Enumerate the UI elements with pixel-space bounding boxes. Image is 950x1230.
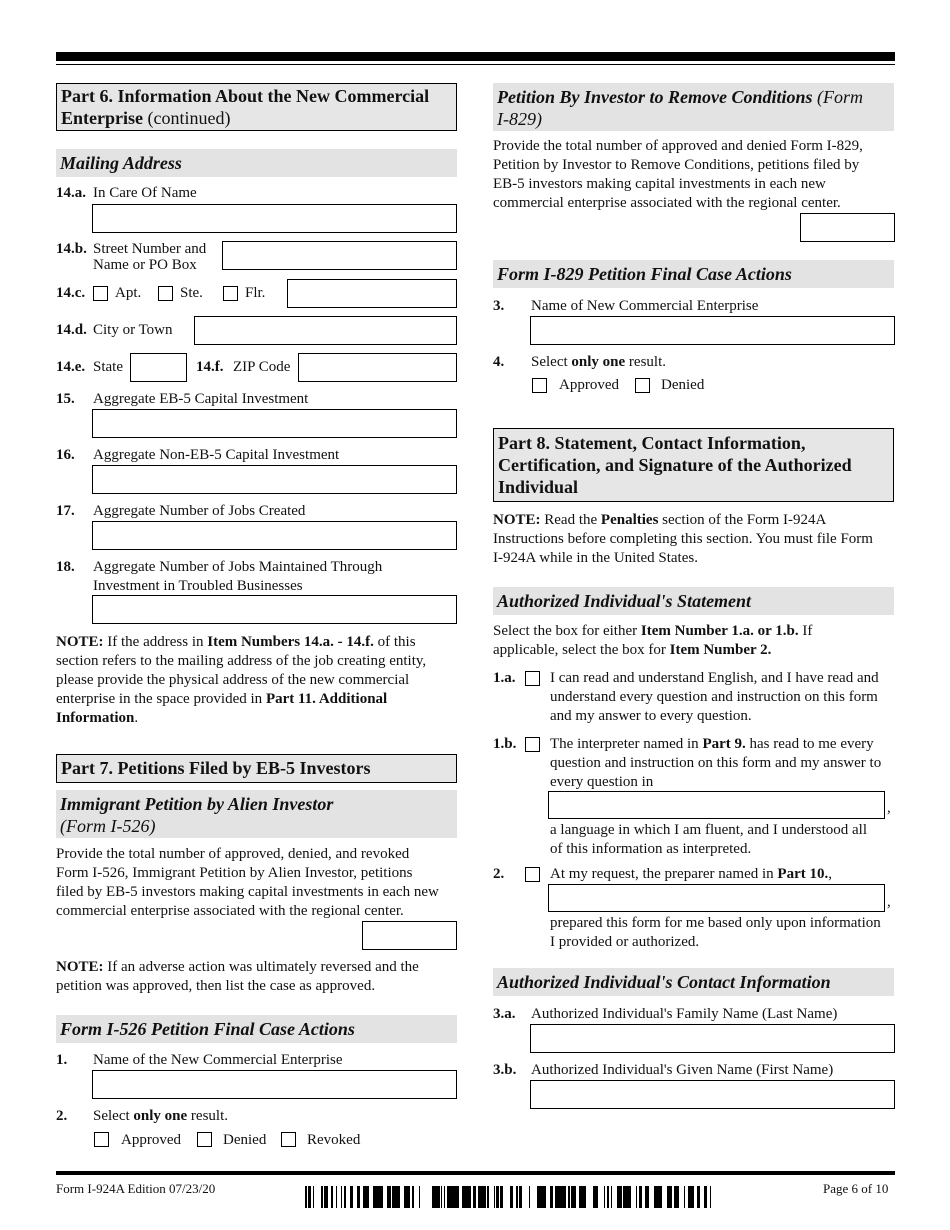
part6-continued: (continued) — [147, 108, 231, 128]
item-15-number: 15. — [56, 391, 75, 407]
statement-text: The interpreter named in — [550, 736, 703, 752]
paragraph-text: applicable, select the box for — [493, 642, 670, 658]
jobs-created-field[interactable] — [92, 521, 457, 550]
note-penalties — [493, 511, 898, 568]
part8-title: Part 8. Statement, Contact Information, — [498, 433, 806, 453]
paragraph-line: Petition by Investor to Remove Conditions, petitions filed by — [493, 157, 860, 173]
note-line: Instructions before completing this section. You must file Form — [493, 531, 873, 547]
item-4-number: 4. — [493, 354, 505, 370]
note-text: If the address in — [103, 634, 208, 650]
mailing-address-header — [56, 149, 457, 177]
i526-approved-checkbox[interactable] — [94, 1132, 109, 1147]
item-14d-number: 14.d. — [56, 322, 87, 338]
i526-denied-checkbox[interactable] — [197, 1132, 212, 1147]
eb5-capital-investment-field[interactable] — [92, 409, 457, 438]
paragraph-line: Provide the total number of approved, denied, and revoked — [56, 846, 410, 862]
in-care-of-name-field[interactable] — [92, 204, 457, 233]
given-name-field[interactable] — [530, 1080, 895, 1109]
item-3b-label: Authorized Individual's Given Name (First Name) — [531, 1062, 834, 1078]
item-14c-number: 14.c. — [56, 285, 86, 301]
item-1b-text-cont — [550, 821, 898, 859]
paragraph-line: Provide the total number of approved and denied Form I-829, — [493, 138, 863, 154]
english-statement-checkbox[interactable] — [525, 671, 540, 686]
item-2-label — [93, 1107, 228, 1126]
item-2-right-number: 2. — [493, 866, 505, 882]
preparer-statement-checkbox[interactable] — [525, 867, 540, 882]
i526-enterprise-name-field[interactable] — [92, 1070, 457, 1099]
item-17-label: Aggregate Number of Jobs Created — [93, 503, 306, 519]
denied-label: Denied — [223, 1132, 267, 1148]
item-1a-text — [550, 669, 898, 726]
denied-label: Denied — [661, 377, 705, 393]
note-line: enterprise in the space provided in — [56, 691, 266, 707]
unit-number-field[interactable] — [287, 279, 457, 308]
family-name-field[interactable] — [530, 1024, 895, 1053]
statement-text: , — [828, 866, 832, 882]
note-line: please provide the physical address of the new commercial — [56, 672, 410, 688]
statement-bold: Part 10. — [777, 866, 829, 882]
i829-title-form: (Form — [812, 87, 864, 107]
item-14f-label: ZIP Code — [233, 359, 291, 375]
jobs-maintained-field[interactable] — [92, 595, 457, 624]
paragraph-text: If — [798, 623, 813, 639]
item-17-number: 17. — [56, 503, 75, 519]
note-address — [56, 633, 458, 728]
paragraph-line: commercial enterprise associated with the regional center. — [56, 903, 404, 919]
apt-label: Apt. — [115, 285, 142, 301]
item-2-right-text-cont — [550, 914, 898, 952]
city-or-town-field[interactable] — [194, 316, 457, 345]
preparer-name-field[interactable] — [548, 884, 885, 912]
part6-header — [56, 83, 457, 131]
item-1b-text — [550, 735, 898, 792]
item-1-number: 1. — [56, 1052, 68, 1068]
ste-label: Ste. — [180, 285, 203, 301]
item-1b-number: 1.b. — [493, 736, 517, 752]
item-14a-label: In Care Of Name — [93, 185, 197, 201]
i829-final-header — [493, 260, 894, 288]
top-rule — [56, 52, 895, 61]
comma: , — [887, 800, 891, 816]
paragraph-text: Select the box for either — [493, 623, 641, 639]
paragraph-line: Form I-526, Immigrant Petition by Alien Investor, petitions — [56, 865, 413, 881]
item-14e-label: State — [93, 359, 123, 375]
item-4-label — [531, 353, 666, 372]
item-18-label-2: Investment in Troubled Businesses — [93, 578, 303, 594]
form-edition: Form I-924A Edition 07/23/20 — [56, 1181, 216, 1196]
i829-header — [493, 83, 894, 131]
note-bold: Part 11. Additional — [265, 691, 388, 707]
i526-instructions — [56, 845, 458, 921]
comma: , — [887, 894, 891, 910]
part7-title: Part 7. Petitions Filed by EB-5 Investors — [61, 758, 371, 778]
note-bold: Information — [56, 710, 135, 726]
note-text: If an adverse action was ultimately reversed and the — [103, 959, 419, 975]
statement-title: Authorized Individual's Statement — [497, 591, 752, 611]
item-3-label: Name of New Commercial Enterprise — [531, 298, 759, 314]
part8-header — [493, 428, 894, 502]
item-2-text: result. — [187, 1108, 228, 1124]
approved-label: Approved — [121, 1132, 181, 1148]
item-3b-number: 3.b. — [493, 1062, 517, 1078]
paragraph-line: commercial enterprise associated with the regional center. — [493, 195, 841, 211]
statement-instructions — [493, 622, 898, 660]
ste-checkbox[interactable] — [158, 286, 173, 301]
statement-bold: Part 9. — [702, 736, 746, 752]
statement-line: I can read and understand English, and I have read and — [550, 670, 879, 686]
note-label: NOTE: — [493, 512, 541, 528]
note-text: of this — [373, 634, 416, 650]
part8-title: Certification, and Signature of the Authorized — [498, 455, 852, 475]
item-2-right-text — [550, 865, 898, 884]
bottom-rule — [56, 1171, 895, 1175]
i526-revoked-checkbox[interactable] — [281, 1132, 296, 1147]
item-14a-number: 14.a. — [56, 185, 86, 201]
paragraph-line: EB-5 investors making capital investments in each new — [493, 176, 826, 192]
i526-final-title: Form I-526 Petition Final Case Actions — [60, 1019, 355, 1039]
note-line: I-924A while in the United States. — [493, 550, 698, 566]
i526-subtitle: (Form I-526) — [60, 816, 156, 836]
i829-title-form-number: I-829) — [497, 109, 542, 129]
paragraph-line: filed by EB-5 investors making capital investments in each new — [56, 884, 439, 900]
item-14d-label: City or Town — [93, 322, 173, 338]
statement-line: question and instruction on this form and my answer to — [550, 755, 882, 771]
note-text: Read the — [540, 512, 601, 528]
item-3a-label: Authorized Individual's Family Name (Last Name) — [531, 1006, 838, 1022]
i829-final-title: Form I-829 Petition Final Case Actions — [497, 264, 792, 284]
barcode-image — [305, 1186, 711, 1208]
item-2-number: 2. — [56, 1108, 68, 1124]
i829-count-field[interactable] — [800, 213, 895, 242]
item-16-label: Aggregate Non-EB-5 Capital Investment — [93, 447, 340, 463]
interpreter-statement-checkbox[interactable] — [525, 737, 540, 752]
statement-line: every question in — [550, 774, 654, 790]
i526-header — [56, 790, 457, 838]
part6-title: Part 6. Information About the New Commercial Enterprise — [61, 86, 430, 128]
statement-text: At my request, the preparer named in — [550, 866, 778, 882]
statement-line: I provided or authorized. — [550, 934, 700, 950]
note-text: section of the Form I-924A — [658, 512, 827, 528]
mailing-address-title: Mailing Address — [60, 153, 182, 173]
statement-header — [493, 587, 894, 615]
i829-denied-checkbox[interactable] — [635, 378, 650, 393]
interpreter-language-field[interactable] — [548, 791, 885, 819]
i526-final-header — [56, 1015, 457, 1043]
note-label: NOTE: — [56, 959, 104, 975]
i829-enterprise-name-field[interactable] — [530, 316, 895, 345]
i829-approved-checkbox[interactable] — [532, 378, 547, 393]
item-3-number: 3. — [493, 298, 505, 314]
item-3a-number: 3.a. — [493, 1006, 516, 1022]
item-1a-number: 1.a. — [493, 670, 516, 686]
item-4-text: Select — [531, 354, 572, 370]
item-15-label: Aggregate EB-5 Capital Investment — [93, 391, 309, 407]
apt-checkbox[interactable] — [93, 286, 108, 301]
statement-line: a language in which I am fluent, and I understood all — [550, 822, 867, 838]
item-14e-number: 14.e. — [56, 359, 86, 375]
statement-line: and my answer to every question. — [550, 708, 752, 724]
item-16-number: 16. — [56, 447, 75, 463]
flr-label: Flr. — [245, 285, 266, 301]
paragraph-bold: Item Number 2. — [669, 642, 772, 658]
item-2-bold: only one — [133, 1108, 188, 1124]
i526-title: Immigrant Petition by Alien Investor — [60, 794, 334, 814]
statement-text: has read to me every — [745, 736, 874, 752]
item-4-text: result. — [625, 354, 666, 370]
note-text: . — [134, 710, 139, 726]
revoked-label: Revoked — [307, 1132, 361, 1148]
item-14b-number: 14.b. — [56, 241, 87, 257]
note-line: section refers to the mailing address of the job creating entity, — [56, 653, 427, 669]
statement-line: understand every question and instruction on this form — [550, 689, 878, 705]
i829-title: Petition By Investor to Remove Conditions — [497, 87, 813, 107]
statement-line: of this information as interpreted. — [550, 841, 752, 857]
item-18-number: 18. — [56, 559, 75, 575]
item-14f-number: 14.f. — [196, 359, 224, 375]
note-bold: Penalties — [600, 512, 659, 528]
top-thin-rule — [56, 64, 895, 65]
part7-header — [56, 754, 457, 783]
contact-title: Authorized Individual's Contact Information — [497, 972, 831, 992]
approved-label: Approved — [559, 377, 619, 393]
non-eb5-capital-investment-field[interactable] — [92, 465, 457, 494]
contact-header — [493, 968, 894, 996]
note-line: petition was approved, then list the case as approved. — [56, 978, 376, 994]
paragraph-bold: Item Number 1.a. or 1.b. — [640, 623, 799, 639]
i829-instructions — [493, 137, 898, 213]
state-field[interactable] — [130, 353, 187, 382]
i526-count-field[interactable] — [362, 921, 457, 950]
statement-line: prepared this form for me based only upon information — [550, 915, 881, 931]
item-1-label: Name of the New Commercial Enterprise — [93, 1052, 343, 1068]
zip-code-field[interactable] — [298, 353, 457, 382]
note-label: NOTE: — [56, 634, 104, 650]
street-number-field[interactable] — [222, 241, 457, 270]
item-2-text: Select — [93, 1108, 134, 1124]
flr-checkbox[interactable] — [223, 286, 238, 301]
item-18-label-1: Aggregate Number of Jobs Maintained Through — [93, 559, 383, 575]
page-number: Page 6 of 10 — [823, 1181, 889, 1196]
part8-title: Individual — [498, 477, 579, 497]
item-14b-label-1: Street Number and — [93, 241, 207, 257]
item-4-bold: only one — [571, 354, 626, 370]
note-bold: Item Numbers 14.a. - 14.f. — [207, 634, 374, 650]
item-14b-label-2: Name or PO Box — [93, 257, 197, 273]
note-adverse-action — [56, 958, 458, 996]
